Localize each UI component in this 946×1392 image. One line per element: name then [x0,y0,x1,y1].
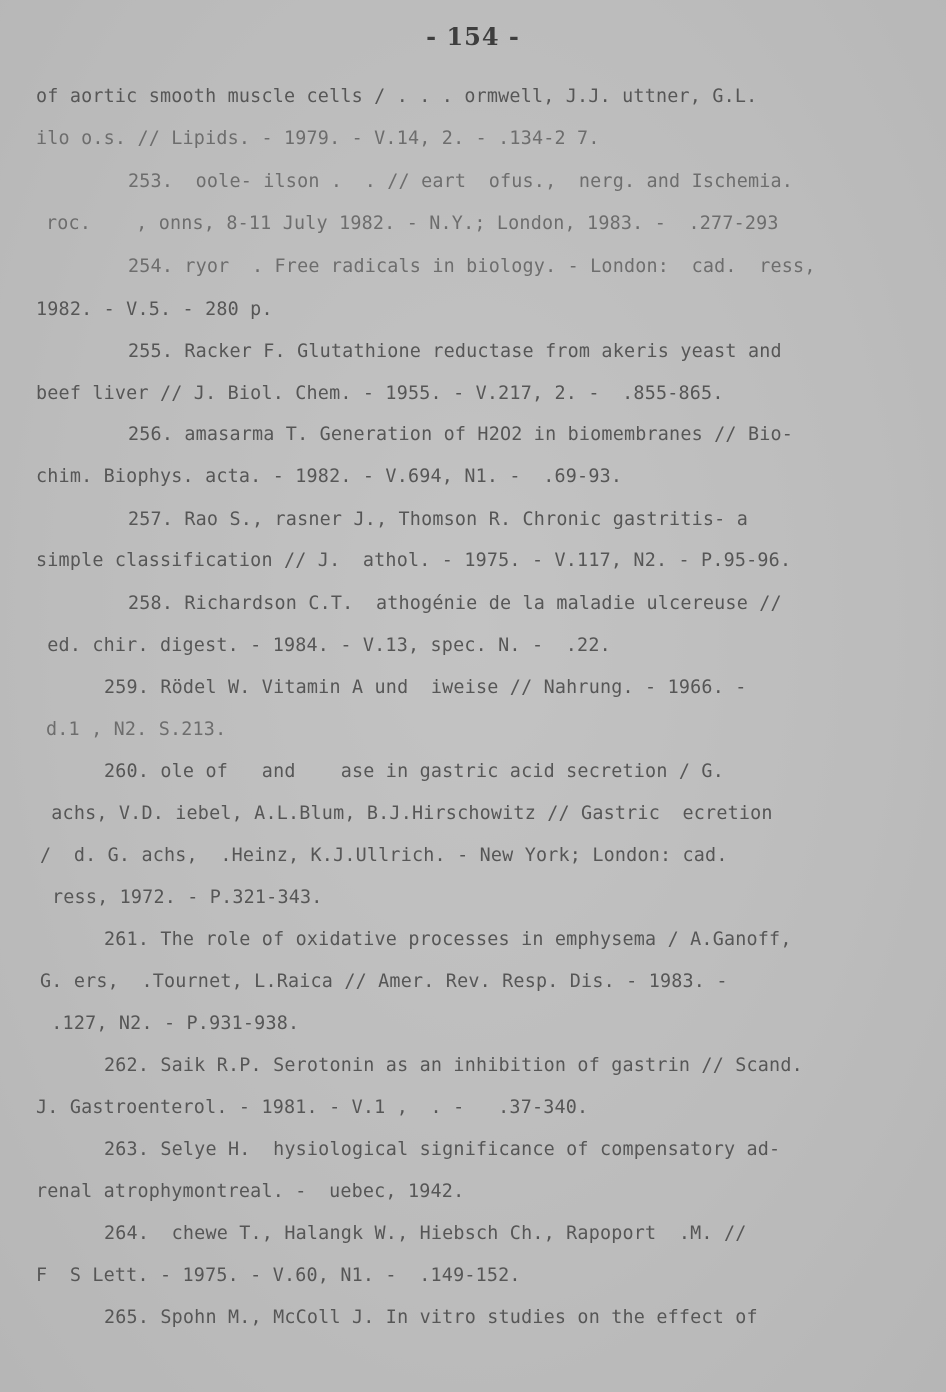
reference-line: chim. Biophys. acta. - 1982. - V.694, N1. - .69-93. [36,466,623,487]
reference-line: achs, V.D. iebel, A.L.Blum, B.J.Hirschowitz // Gastric ecretion [40,803,773,824]
reference-line: 261. The role of oxidative processes in emphysema / A.Ganoff, [104,929,792,950]
reference-line: beef liver // J. Biol. Chem. - 1955. - V.217, 2. - .855-865. [36,383,724,404]
reference-line: 256. amasarma T. Generation of H2O2 in biomembranes // Bio- [128,424,794,445]
reference-line: J. Gastroenterol. - 1981. - V.1 , . - .37-340. [36,1097,589,1118]
reference-line: renal atrophymontreal. - uebec, 1942. [36,1181,465,1202]
reference-line: 255. Racker F. Glutathione reductase from akeris yeast and [128,341,782,362]
reference-line: ilo o.s. // Lipids. - 1979. - V.14, 2. - .134-2 7. [36,128,600,149]
reference-line: ed. chir. digest. - 1984. - V.13, spec. N. - .22. [36,635,611,656]
page-number: - 154 - [426,22,520,51]
reference-line: G. ers, .Tournet, L.Raica // Amer. Rev. Resp. Dis. - 1983. - [40,971,728,992]
reference-line: 253. oole- ilson . . // eart ofus., nerg. and Ischemia. [128,171,794,192]
reference-line: 264. chewe T., Halangk W., Hiebsch Ch., Rapoport .M. // [104,1223,747,1244]
reference-line: 265. Spohn M., McColl J. In vitro studies on the effect of [104,1307,758,1328]
reference-line: 257. Rao S., rasner J., Thomson R. Chronic gastritis- a [128,509,748,530]
reference-line: 262. Saik R.P. Serotonin as an inhibition of gastrin // Scand. [104,1055,803,1076]
reference-line: d.1 , N2. S.213. [46,719,227,740]
reference-line: 254. ryor . Free radicals in biology. - London: cad. ress, [128,256,816,277]
reference-line: roc. , onns, 8-11 July 1982. - N.Y.; London, 1983. - .277-293 [46,213,779,234]
reference-line: 259. Rödel W. Vitamin A und iweise // Nahrung. - 1966. - [104,677,747,698]
reference-line: F S Lett. - 1975. - V.60, N1. - .149-152. [36,1265,521,1286]
reference-line: 260. ole of and ase in gastric acid secretion / G. [104,761,724,782]
reference-line: 258. Richardson C.T. athogénie de la maladie ulcereuse // [128,593,782,614]
reference-line: ress, 1972. - P.321-343. [52,887,323,908]
reference-line: / d. G. achs, .Heinz, K.J.Ullrich. - New York; London: cad. [40,845,728,866]
reference-line: 1982. - V.5. - 280 p. [36,299,273,320]
reference-line: 263. Selye H. hysiological significance of compensatory ad- [104,1139,781,1160]
reference-line: of aortic smooth muscle cells / . . . ormwell, J.J. uttner, G.L. [36,86,758,107]
reference-line: simple classification // J. athol. - 1975. - V.117, N2. - P.95-96. [36,550,792,571]
reference-line: .127, N2. - P.931-938. [40,1013,300,1034]
